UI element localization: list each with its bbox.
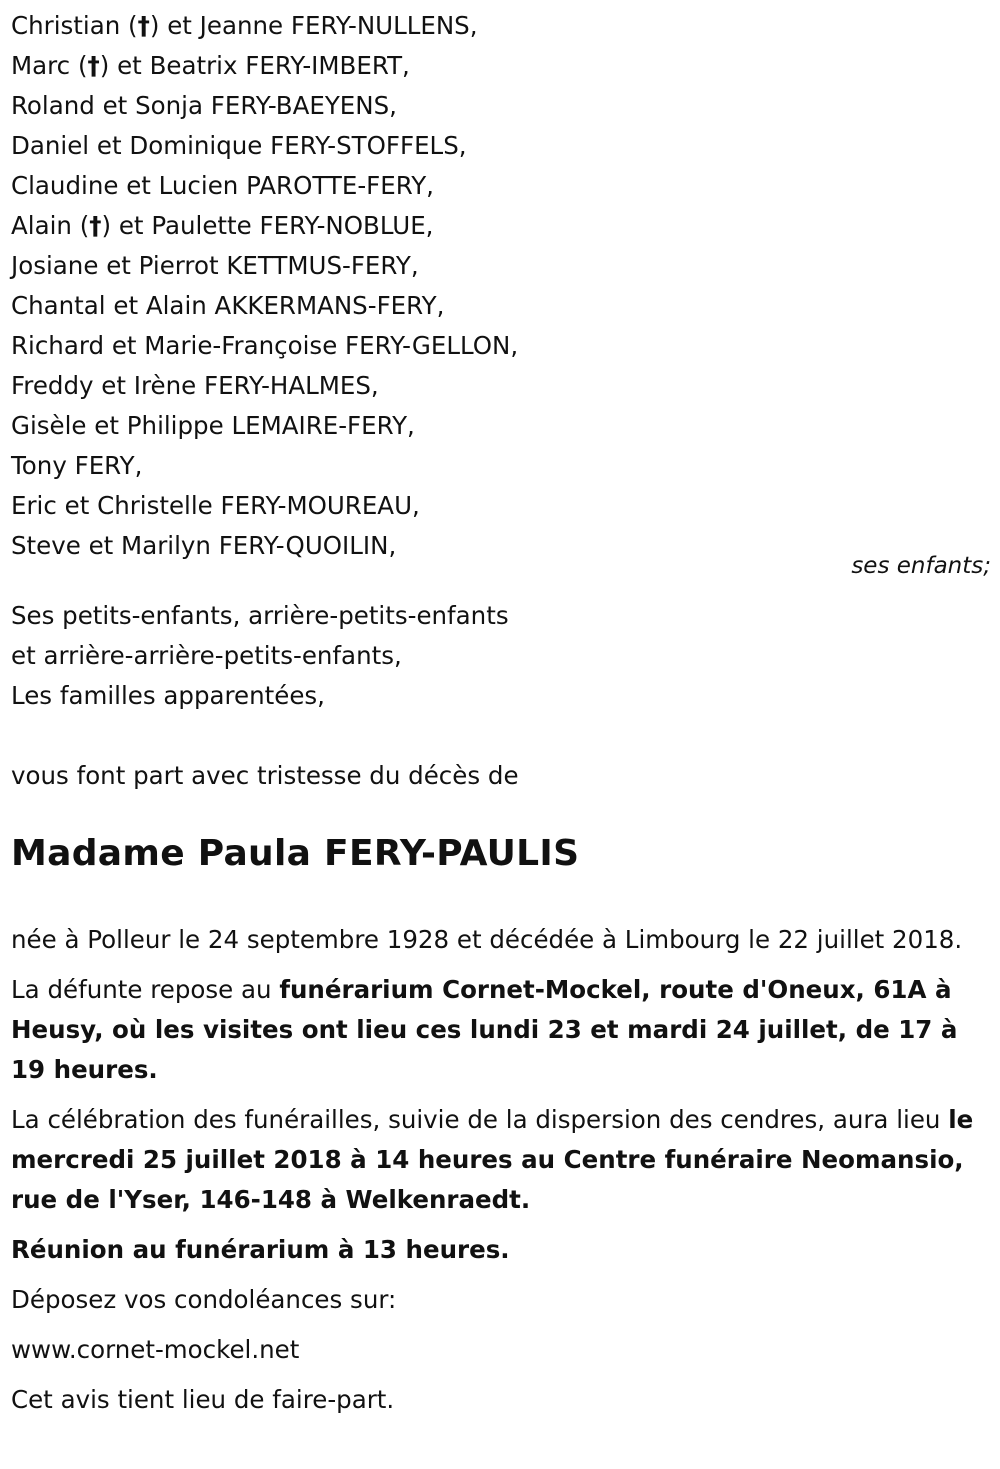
child-line: Alain (†) et Paulette FERY-NOBLUE, — [11, 211, 434, 240]
condolences-label: Déposez vos condoléances sur: — [11, 1285, 397, 1314]
child-line: Claudine et Lucien PAROTTE-FERY, — [11, 171, 434, 200]
family-line: Les familles apparentées, — [11, 681, 325, 710]
child-line: Christian (†) et Jeanne FERY-NULLENS, — [11, 11, 478, 40]
website-link[interactable]: www.cornet-mockel.net — [11, 1335, 300, 1364]
children-list — [11, 6, 991, 566]
family-line: et arrière-arrière-petits-enfants, — [11, 641, 402, 670]
cross-icon: † — [137, 11, 150, 40]
closing-note: Cet avis tient lieu de faire-part. — [11, 1385, 395, 1414]
child-line: Gisèle et Philippe LEMAIRE-FERY, — [11, 411, 415, 440]
child-line: Freddy et Irène FERY-HALMES, — [11, 371, 379, 400]
child-line: Daniel et Dominique FERY-STOFFELS, — [11, 131, 467, 160]
children-role-label: ses enfants; — [851, 553, 991, 579]
reunion-info: Réunion au funérarium à 13 heures. — [11, 1235, 510, 1264]
ceremony-info: La célébration des funérailles, suivie de la dispersion des cendres, aura lieu le mercredi 25 juillet 2018 à 14 heures au Centre funéraire Neomansio, rue de l'Yser, 146-148 à Welkenraedt. — [11, 1105, 974, 1214]
child-line: Josiane et Pierrot KETTMUS-FERY, — [11, 251, 419, 280]
child-line: Marc (†) et Beatrix FERY-IMBERT, — [11, 51, 410, 80]
birth-death-info: née à Polleur le 24 septembre 1928 et décédée à Limbourg le 22 juillet 2018. — [11, 925, 963, 954]
family-line: Ses petits-enfants, arrière-petits-enfants — [11, 601, 509, 630]
repose-info: La défunte repose au funérarium Cornet-Mockel, route d'Oneux, 61A à Heusy, où les visites ont lieu ces lundi 23 et mardi 24 juillet, de 17 à 19 heures. — [11, 975, 958, 1084]
child-line: Tony FERY, — [11, 451, 143, 480]
child-line: Roland et Sonja FERY-BAEYENS, — [11, 91, 397, 120]
obituary-notice — [11, 6, 991, 1420]
deceased-name: Madame Paula FERY-PAULIS — [11, 833, 580, 874]
cross-icon: † — [87, 51, 100, 80]
child-line: Richard et Marie-Françoise FERY-GELLON, — [11, 331, 519, 360]
announcement: vous font part avec tristesse du décès de — [11, 761, 519, 790]
child-line: Eric et Christelle FERY-MOUREAU, — [11, 491, 420, 520]
child-line: Steve et Marilyn FERY-QUOILIN, — [11, 531, 397, 560]
family-list — [11, 596, 991, 716]
cross-icon: † — [89, 211, 102, 240]
child-line: Chantal et Alain AKKERMANS-FERY, — [11, 291, 445, 320]
